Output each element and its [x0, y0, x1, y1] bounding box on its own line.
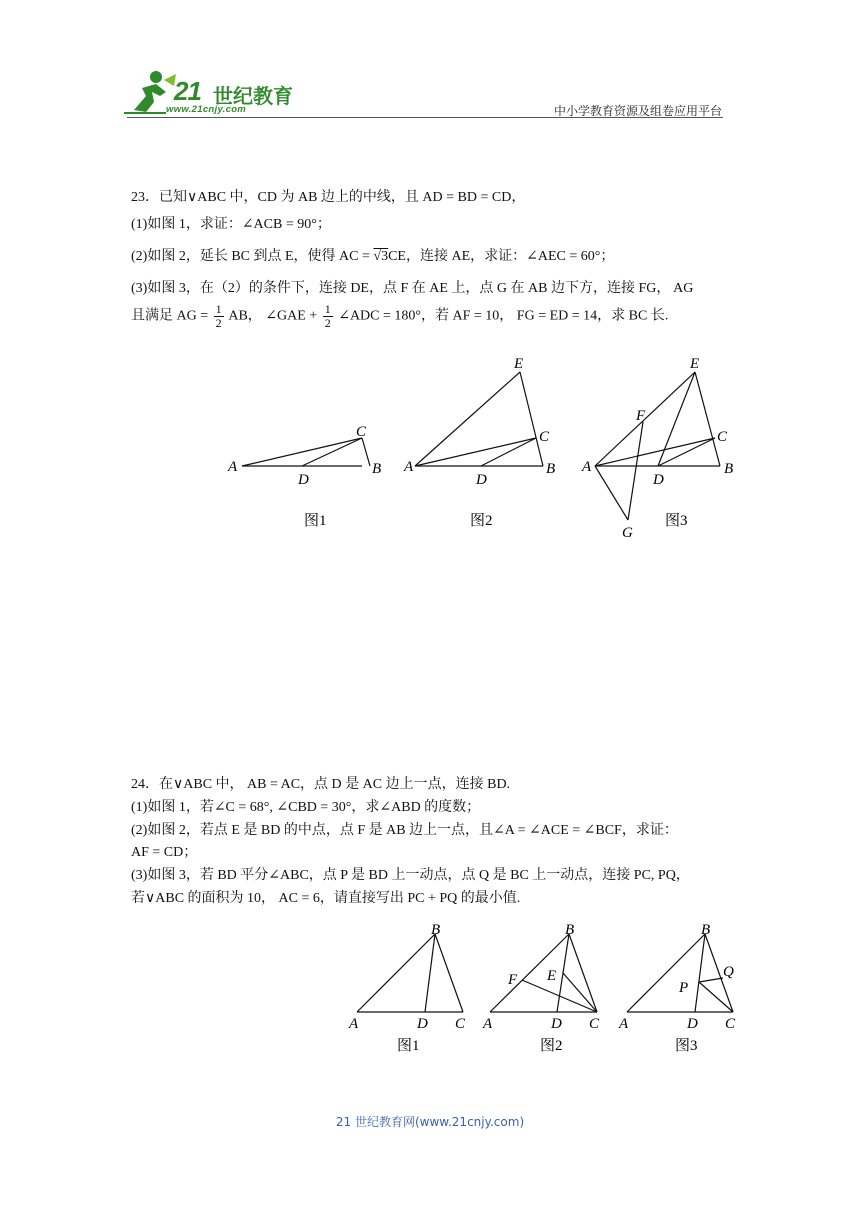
label-F: F	[636, 408, 646, 424]
q24-line4: AF = CD；	[131, 845, 198, 860]
q24-figure2	[490, 934, 597, 1012]
label-Q: Q	[723, 964, 734, 980]
label-C: C	[725, 1016, 736, 1032]
q24-line6: 若∨ABC 的面积为 10， AC = 6，请直接写出 PC + PQ 的最小值.	[131, 891, 521, 906]
label-A: A	[619, 1016, 629, 1032]
label-C: C	[539, 429, 550, 445]
label-A: A	[228, 459, 238, 475]
q24-figure3	[627, 934, 733, 1012]
q23-fig1-caption: 图1	[304, 513, 327, 529]
label-D: D	[417, 1016, 428, 1032]
label-B: B	[431, 922, 441, 938]
q24-line3: (2)如图 2，若点 E 是 BD 的中点，点 F 是 AB 边上一点，且∠A = ∠ACE = ∠BCF，求证：	[131, 823, 678, 838]
label-C: C	[455, 1016, 466, 1032]
logo-text: 世纪教育	[213, 84, 293, 108]
q23-figure2	[415, 372, 543, 466]
label-B: B	[724, 461, 734, 477]
label-A: A	[582, 459, 592, 475]
q23-fig3-caption: 图3	[665, 513, 688, 529]
q23-line4: (3)如图 3，在（2）的条件下，连接 DE，点 F 在 AE 上，点 G 在 AB 边下方，连接 FG， AG	[131, 281, 694, 296]
q23-line3-part2: CE，连接 AE，求证：∠AEC = 60°；	[388, 249, 615, 264]
q23-figure3	[595, 372, 720, 520]
label-E: E	[547, 968, 557, 984]
q23-line5-part2: AB， ∠GAE +	[228, 308, 318, 324]
sqrt-symbol: √3	[373, 249, 389, 264]
q23-line5	[131, 303, 668, 330]
q23-line5-part3: ∠ADC = 180°，若 AF = 10， FG = ED = 14，求 BC 长.	[338, 308, 669, 324]
q23-figures	[220, 350, 740, 545]
header-platform-text: 中小学教育资源及组卷应用平台	[553, 104, 722, 118]
label-F: F	[508, 972, 518, 988]
label-C: C	[356, 424, 367, 440]
q24-fig2-caption: 图2	[540, 1038, 563, 1054]
q24-figures	[345, 920, 745, 1060]
label-A: A	[483, 1016, 493, 1032]
label-A: A	[404, 459, 414, 475]
label-D: D	[551, 1016, 562, 1032]
q23-line2: (1)如图 1，求证：∠ACB = 90°；	[131, 217, 331, 232]
q24-line5: (3)如图 3，若 BD 平分∠ABC，点 P 是 BD 上一动点，点 Q 是 BC 上一动点，连接 PC, PQ，	[131, 868, 690, 883]
q24-fig3-caption: 图3	[675, 1038, 698, 1054]
header-divider	[127, 117, 723, 118]
label-C: C	[717, 429, 728, 445]
label-D: D	[298, 472, 309, 488]
fraction-half-1: $\frac{1}{2}$	[215, 302, 222, 330]
label-E: E	[514, 356, 524, 372]
label-A: A	[349, 1016, 359, 1032]
label-D: D	[476, 472, 487, 488]
q23-fig2-caption: 图2	[470, 513, 493, 529]
label-B: B	[565, 922, 575, 938]
q23-line5-part1: 且满足 AG =	[131, 308, 209, 324]
label-D: D	[687, 1016, 698, 1032]
q23-figure1	[242, 438, 370, 466]
footer-link[interactable]: 21 世纪教育网(www.21cnjy.com)	[335, 1115, 525, 1129]
q23-line3	[131, 245, 614, 265]
q24-figure1	[357, 934, 463, 1012]
logo-url: www.21cnjy.com	[166, 104, 247, 115]
label-G: G	[622, 525, 633, 541]
label-B: B	[701, 922, 711, 938]
fraction-half-2: $\frac{1}{2}$	[324, 302, 331, 330]
q23-line3-part1: (2)如图 2，延长 BC 到点 E，使得 AC =	[131, 249, 374, 264]
label-C: C	[589, 1016, 600, 1032]
q24-line1: 24．在∨ABC 中， AB = AC，点 D 是 AC 边上一点，连接 BD.	[131, 777, 511, 792]
q23-line1: 23．已知∨ABC 中，CD 为 AB 边上的中线，且 AD = BD = CD，	[131, 190, 526, 205]
label-B: B	[546, 461, 556, 477]
label-P: P	[679, 980, 689, 996]
logo-number: 21	[174, 76, 201, 106]
q24-fig1-caption: 图1	[397, 1038, 420, 1054]
label-E: E	[690, 356, 700, 372]
label-B: B	[372, 461, 382, 477]
q24-line2: (1)如图 1，若∠C = 68°, ∠CBD = 30°，求∠ABD 的度数；	[131, 800, 481, 815]
label-D: D	[653, 472, 664, 488]
